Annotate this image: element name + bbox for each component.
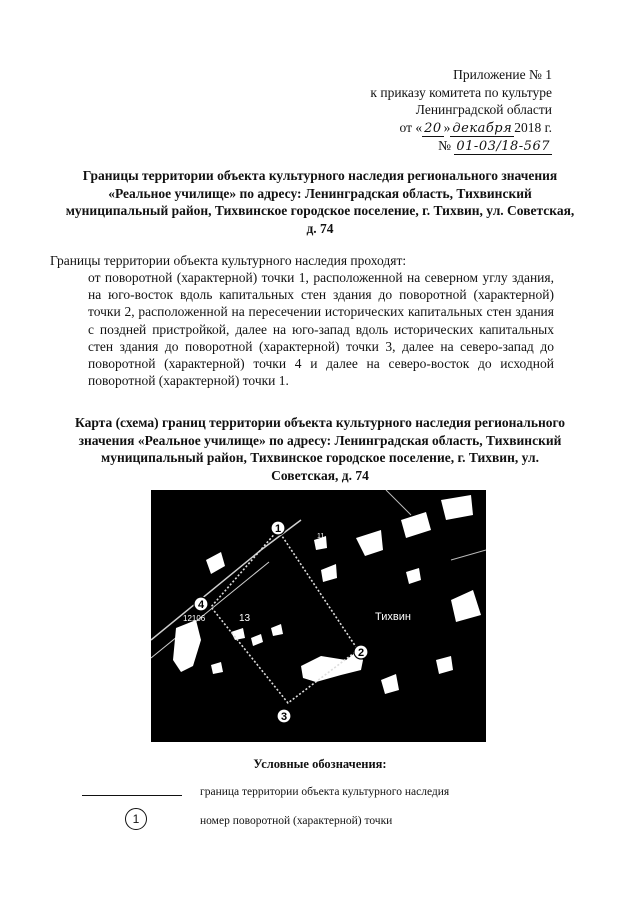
legend-title: Условные обозначения:	[253, 757, 387, 771]
point-1-label: 1	[274, 523, 282, 535]
map-label-city: Тихвин	[375, 611, 411, 623]
point-2-label: 2	[357, 647, 365, 659]
map-heading: Карта (схема) границ территории объекта культурного наследия регионального значения «Реальное училище» по адресу: Ленинградская область, Тихвинский муниципальный район, Тихвинское городское поселение, г. Тихвин, ул. Советская, д. 74	[74, 415, 566, 483]
map-label-parcel: 12106	[183, 614, 206, 623]
map-label-block: 13	[239, 613, 251, 624]
date-month: декабря	[452, 120, 513, 136]
intro-text: Границы территории объекта культурного наследия проходят:	[50, 253, 407, 268]
legend-boundary-text: граница территории объекта культурного наследия	[200, 786, 450, 798]
date-mid: »	[443, 119, 451, 135]
appendix-region: Ленинградской области	[415, 102, 552, 117]
legend-point-text: номер поворотной (характерной) точки	[200, 815, 393, 827]
date-day: 20	[424, 120, 442, 136]
point-4-label: 4	[197, 599, 205, 611]
boundary-map	[151, 490, 486, 742]
date-suffix: 2018 г.	[514, 119, 552, 135]
appendix-number	[370, 137, 552, 156]
boundary-description: от поворотной (характерной) точки 1, расположенной на северном углу здания, на юго-восток вдоль капитальных стен здания до поворотной (характерной) точки 2, расположенной на пересечении исторических капитальных стен здания с поздней пристройкой, далее на юго-запад вдоль исторических капитальных стен здания до поворотной (характерной) точки 3, далее на северо-запад до поворотной (характерной) точки 4 и далее на северо-восток до исходной поворотной (характерной) точки 1.	[88, 270, 554, 389]
appendix-block	[370, 66, 552, 156]
number-value: 01-03/18-567	[456, 139, 550, 154]
appendix-title: Приложение № 1	[453, 67, 552, 82]
date-prefix: от «	[399, 119, 423, 135]
map-label-plot-a: 11	[317, 533, 325, 540]
map-label-plot-b: 65	[411, 575, 419, 582]
map-image	[151, 490, 486, 742]
appendix-date	[370, 119, 552, 138]
number-prefix: №	[438, 138, 452, 153]
appendix-order: к приказу комитета по культуре	[370, 84, 552, 100]
legend-boundary-line	[82, 795, 182, 796]
legend-point-symbol: 1	[125, 808, 147, 830]
document-heading: Границы территории объекта культурного наследия регионального значения «Реальное училище» по адресу: Ленинградская область, Тихвинский муниципальный район, Тихвинское городское поселение, г. Тихвин, ул. Советская, д. 74	[65, 168, 575, 236]
point-3-label: 3	[280, 711, 288, 723]
